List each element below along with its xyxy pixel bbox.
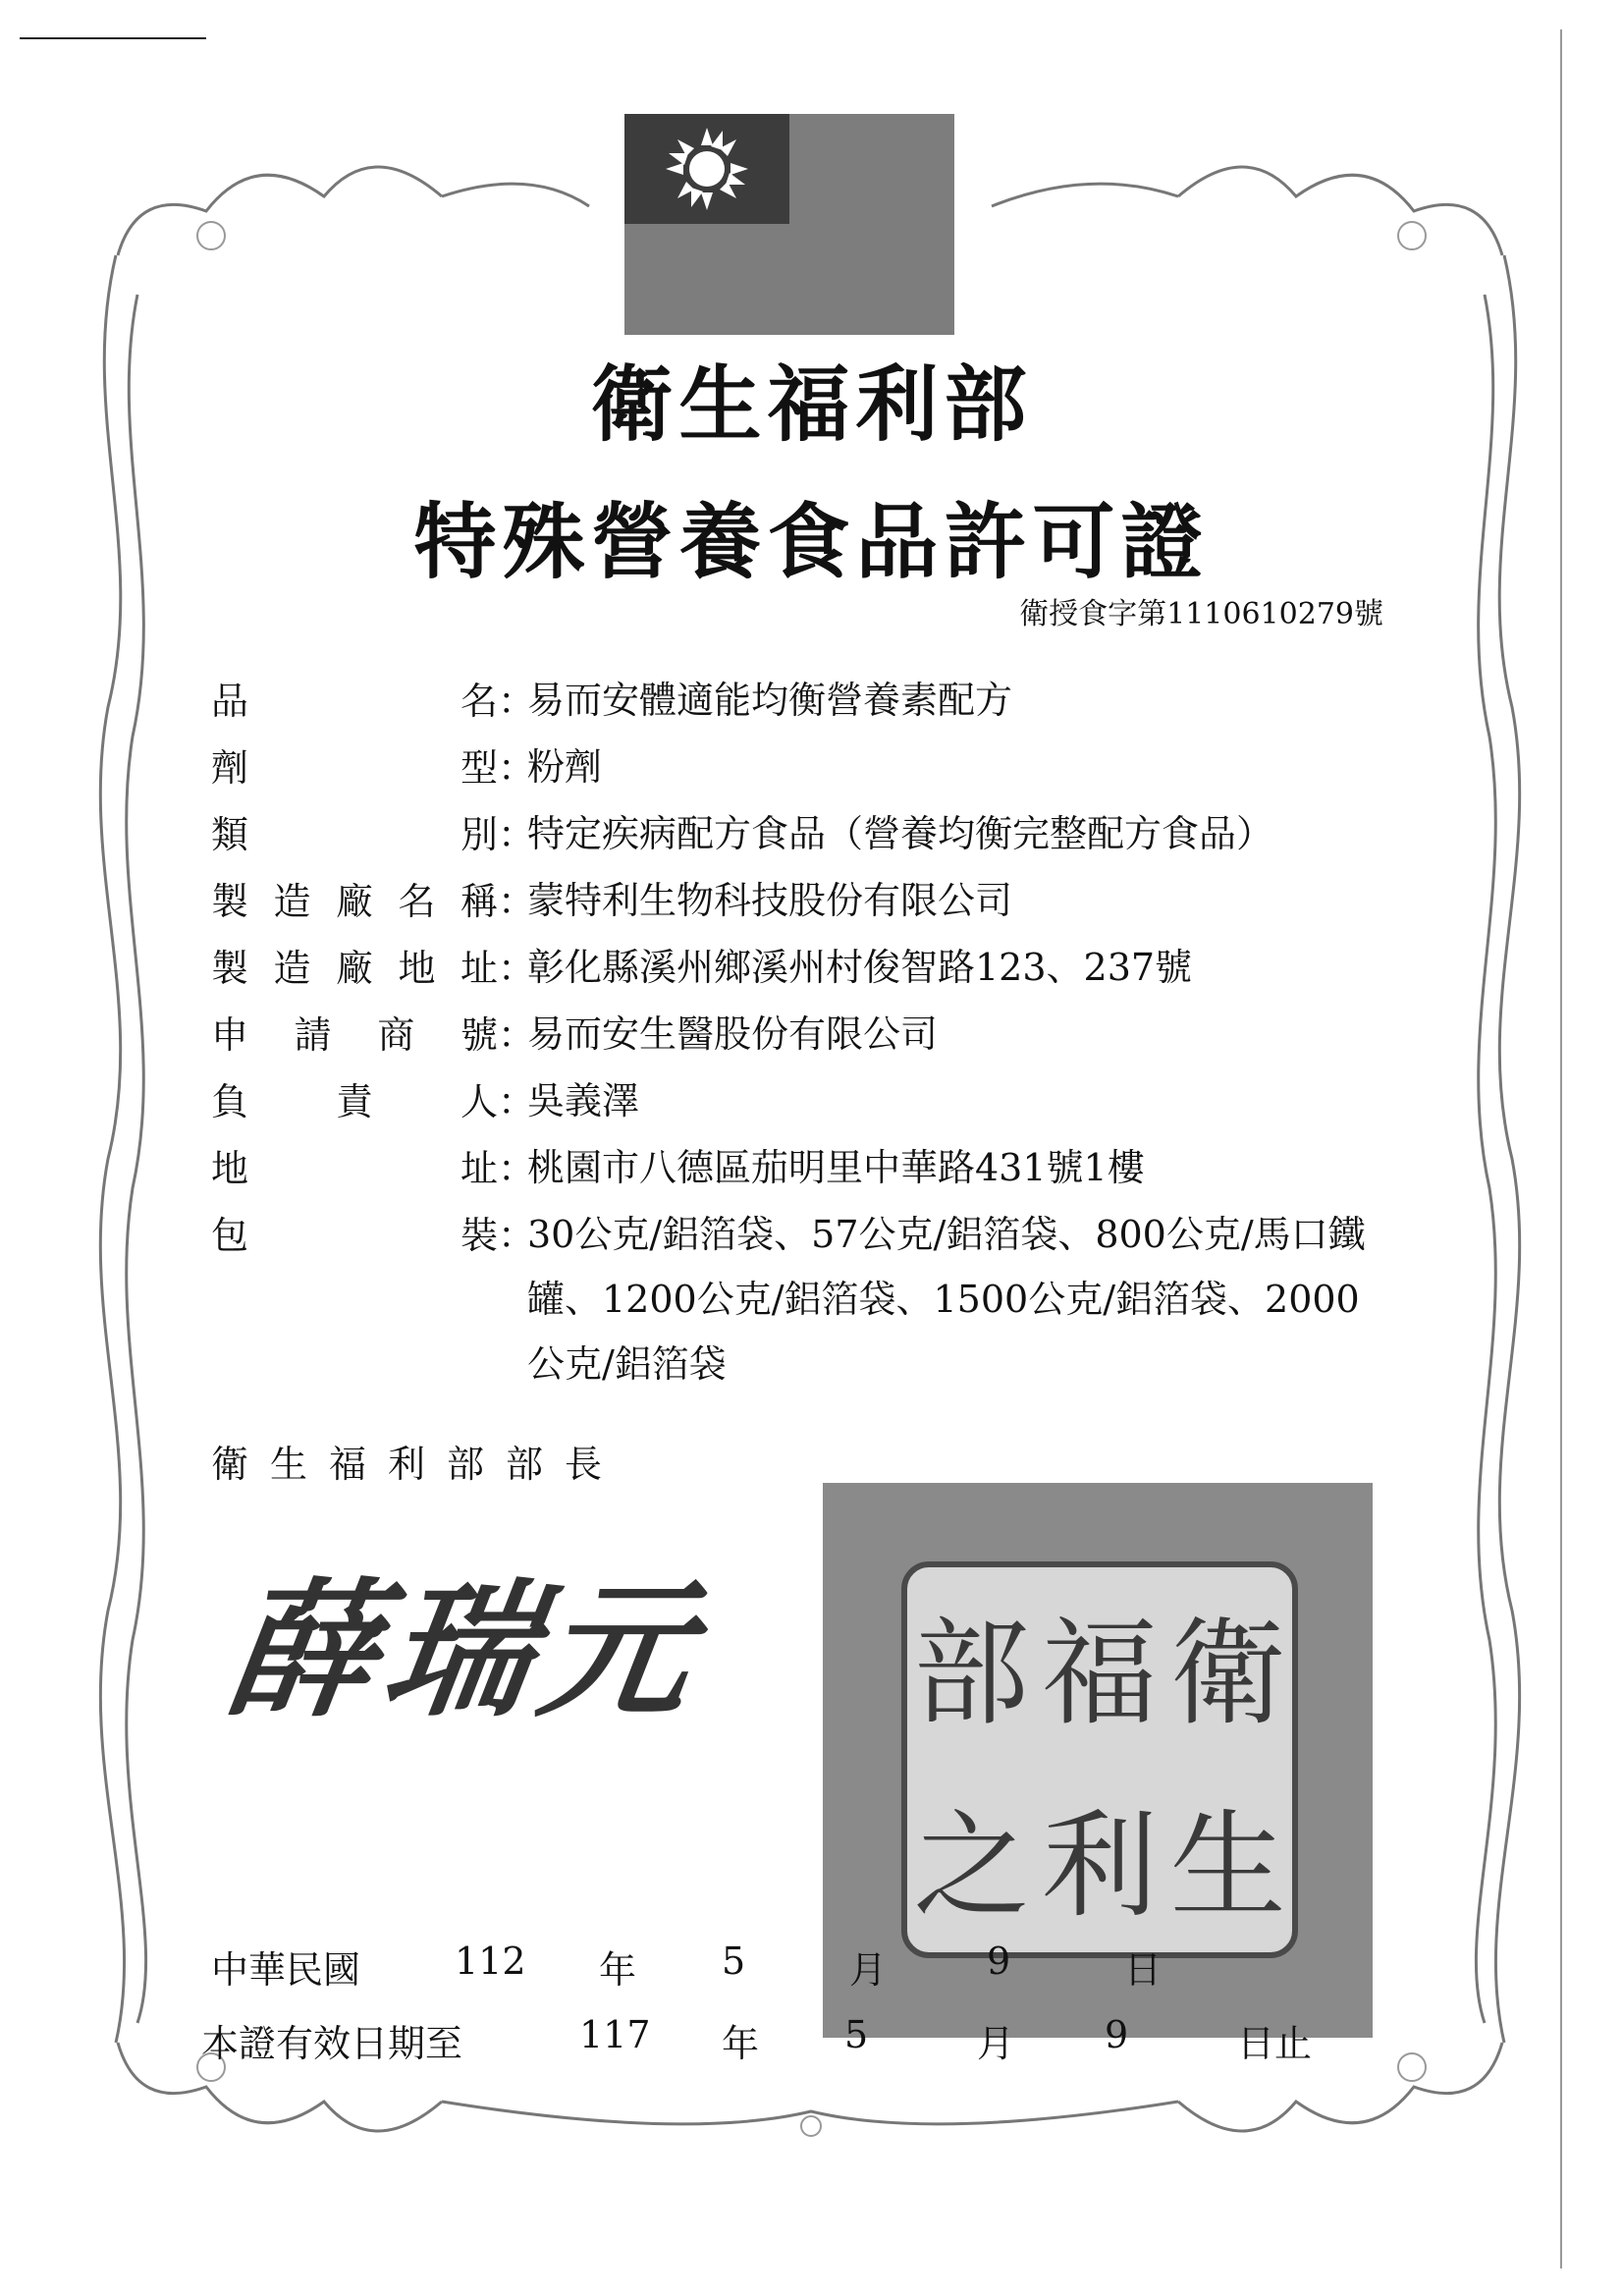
field-colon: ： (498, 680, 536, 723)
field-row (211, 801, 1389, 868)
field-colon: ： (498, 746, 536, 790)
issue-year: 112 (455, 1940, 526, 1983)
seal-char: 部 (913, 1606, 1030, 1741)
field-value: 彰化縣溪州鄉溪州村俊智路123、237號 (527, 946, 1193, 989)
seal-char: 之 (913, 1798, 1030, 1934)
valid-year-unit: 年 (722, 2022, 760, 2065)
field-colon: ： (498, 947, 536, 990)
field-row (211, 1135, 1389, 1202)
seal-char: 利 (1041, 1798, 1158, 1934)
field-value: 30公克/鋁箔袋、57公克/鋁箔袋、800公克/馬口鐵罐、1200公克/鋁箔袋、1500公克/鋁箔袋、2000公克/鋁箔袋 (527, 1213, 1366, 1386)
valid-day-unit: 日止 (1237, 2022, 1313, 2065)
issue-date-prefix: 中華民國 (211, 1948, 361, 1992)
field-value: 吳義澤 (527, 1079, 640, 1122)
field-row (211, 1068, 1389, 1135)
field-row (211, 668, 1389, 735)
field-colon: ： (498, 880, 536, 923)
field-label: 劑 型 (211, 746, 498, 790)
valid-until-date (201, 2013, 1330, 2065)
field-label: 負 責 人 (211, 1080, 498, 1123)
valid-date-prefix: 本證有效日期至 (201, 2022, 463, 2065)
minister-signature: 薛瑞元 (216, 1564, 713, 1737)
issue-year-unit: 年 (599, 1948, 637, 1992)
seal-char: 衛 (1169, 1606, 1286, 1741)
field-value: 易而安生醫股份有限公司 (527, 1012, 939, 1056)
field-label: 包 裝 (211, 1214, 498, 1257)
field-row (211, 735, 1389, 801)
valid-day: 9 (1105, 2013, 1129, 2056)
field-colon: ： (498, 813, 536, 856)
field-row (211, 935, 1389, 1002)
field-colon: ： (498, 1013, 536, 1057)
certificate-number: 衛授食字第1110610279號 (1019, 597, 1383, 631)
ministry-name: 衛生福利部 (590, 355, 1033, 453)
valid-month-unit: 月 (977, 2022, 1015, 2065)
field-label: 製 造 廠 地 址 (211, 947, 498, 990)
seal-characters (901, 1561, 1298, 1958)
flag-canton (624, 114, 789, 224)
seal-char: 生 (1169, 1798, 1286, 1934)
field-label: 品 名 (211, 680, 498, 723)
minister-title: 衛生福利部部長 (211, 1443, 624, 1486)
field-row (211, 868, 1389, 935)
issue-month: 5 (722, 1940, 746, 1983)
field-row (211, 1202, 1389, 1396)
valid-month: 5 (844, 2013, 869, 2056)
field-label: 類 別 (211, 813, 498, 856)
field-colon: ： (498, 1147, 536, 1190)
field-row (211, 1002, 1389, 1068)
field-value: 易而安體適能均衡營養素配方 (527, 679, 1013, 722)
issue-day: 9 (987, 1940, 1011, 1983)
field-value: 粉劑 (527, 745, 603, 789)
seal-char: 福 (1041, 1606, 1158, 1741)
field-colon: ： (498, 1080, 536, 1123)
field-value: 桃園市八德區茄明里中華路431號1樓 (527, 1146, 1145, 1189)
field-colon: ： (498, 1214, 536, 1257)
issue-day-unit: 日 (1124, 1948, 1163, 1992)
white-sun-icon (624, 114, 789, 224)
field-value: 蒙特利生物科技股份有限公司 (527, 879, 1013, 922)
certificate-title: 特殊營養食品許可證 (413, 493, 1210, 590)
issue-month-unit: 月 (849, 1948, 888, 1992)
field-label: 地 址 (211, 1147, 498, 1190)
field-value: 特定疾病配方食品（營養均衡完整配方食品） (527, 812, 1274, 855)
license-fields (211, 668, 1389, 1396)
national-flag (624, 114, 954, 335)
field-label: 申 請 商 號 (211, 1013, 498, 1057)
issue-date (211, 1940, 1291, 1992)
valid-year: 117 (579, 2013, 651, 2056)
field-label: 製 造 廠 名 稱 (211, 880, 498, 923)
